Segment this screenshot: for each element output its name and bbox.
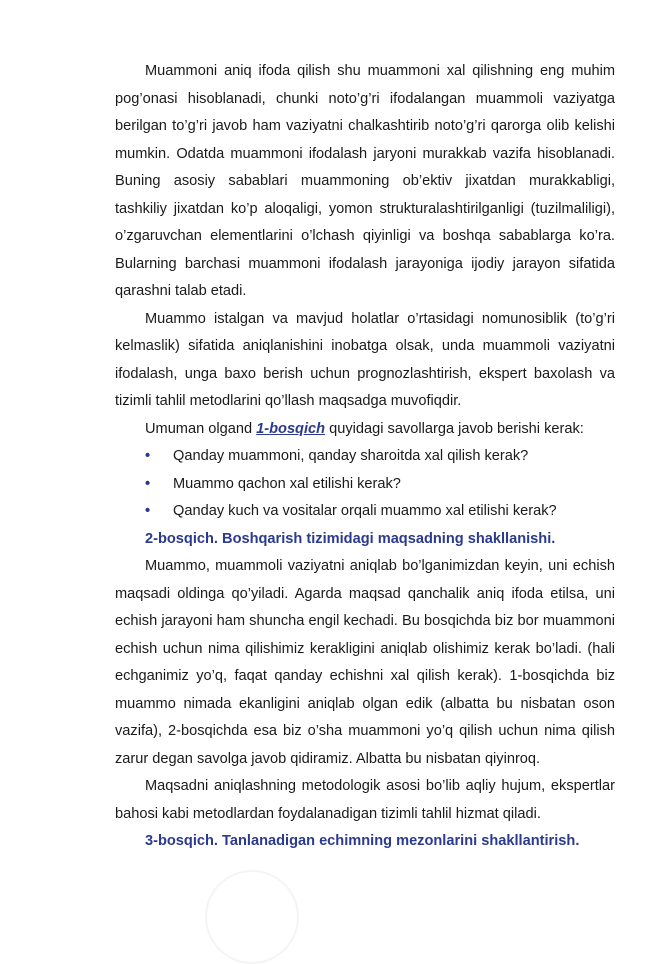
list-item [115,443,615,471]
bullet-icon: • [145,475,151,492]
list-item-text: Qanday muammoni, qanday sharoitda xal qilish kerak? [173,448,529,464]
list-item [115,498,615,526]
paragraph-problem-definition: Muammoni aniq ifoda qilish shu muammoni xal qilishning eng muhim pog’onasi hisoblanadi, chunki noto’g’ri ifodalangan muammoli vaziyatga berilgan to’g’ri javob ham vaziyatni chalkashtirib noto’g’ri qarorga olib kelishi mumkin. Odatda muammoni ifodalash jaryoni murakkab vazifa hisoblanadi. Buning asosiy sabablari muammoning ob’ektiv jixatdan murakkabligi, tashkiliy jixatdan ko’p aloqaligi, yomon strukturalashtirilganligi (tuzilmaliligi), o’zgaruvchan elementlarini o’lchash qiyinligi va boshqa sabablarga ko’ra. Bularning barchasi muammoni ifodalash jarayoniga ijodiy jarayon sifatida qarashni talab etadi. [115,63,615,299]
paragraph-stage2-goal: Muammo, muammoli vaziyatni aniqlab bo’lganimizdan keyin, uni echish maqsadi oldinga qo’yiladi. Agarda maqsad qanchalik aniq ifoda etilsa, uni echish jarayoni ham shuncha engil kechadi. Bu bosqichda biz bor muammoni echish uchun nima qilishimiz kerakligini aniqlab olishimiz kerak bo’ladi. (hali echganimiz yo’q, faqat qanday echishni xal qilish kerak). 1-bosqichda biz muammo nimada ekanligini aniqlab olgan edik (albatta bu nisbatan oson vazifa), 2-bosqichda esa biz o’sha muammoni yo’q qilish uchun nima qilish zarur degan savolga javob qidiramiz. Albatta bu nisbatan qiyinroq. [115,558,615,767]
stage1-term: 1-bosqich [256,420,326,437]
watermark-seal [205,870,299,964]
stage1-intro-after: quyidagi savollarga javob berishi kerak: [325,420,584,437]
heading-stage2: 2-bosqich. Boshqarish tizimidagi maqsadning shakllanishi. [145,530,556,547]
stage1-intro-before: Umuman olgand [145,420,257,437]
paragraph-goal-methodology: Maqsadni aniqlashning metodologik asosi bo’lib aqliy hujum, ekspertlar bahosi kabi metodlardan foydalanadigan tizimli tahlil hizmat qiladi. [115,778,615,822]
paragraph-problem-mismatch: Muammo istalgan va mavjud holatlar o’rtasidagi nomunosiblik (to’g’ri kelmaslik) sifatida aniqlanishini inobatga olsak, unda muammoli vaziyatni ifodalash, unga baxo berish uchun prognozlashtirish, ekspert baxolash va tizimli tahlil metodlarini qo’llash maqsadga muvofiqdir. [115,310,615,409]
list-item-text: Qanday kuch va vositalar orqali muammo xal etilishi kerak? [173,503,557,519]
bullet-icon: • [145,448,151,464]
document-page [115,58,615,856]
paragraph-stage1-intro [115,416,615,444]
list-item [115,471,615,499]
bullet-icon: • [145,503,151,519]
heading-stage3: 3-bosqich. Tanlanadigan echimning mezonlarini shakllantirish. [145,833,580,849]
list-item-text: Muammo qachon xal etilishi kerak? [173,475,401,492]
